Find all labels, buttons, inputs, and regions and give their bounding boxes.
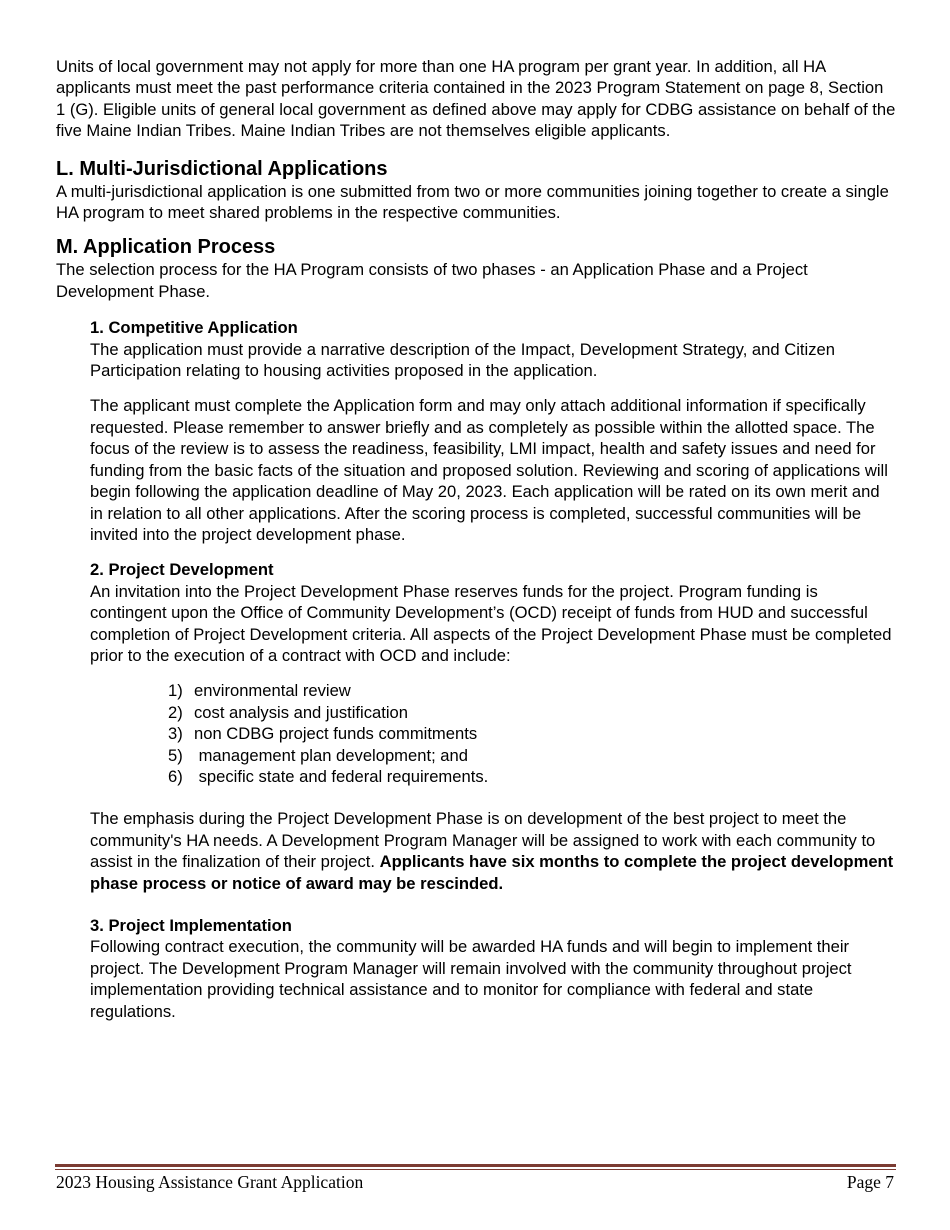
document-page xyxy=(56,56,896,1022)
section-m-heading: M. Application Process xyxy=(56,236,276,259)
section-m-subsections xyxy=(90,317,896,666)
list-item-number: 5) xyxy=(168,745,183,765)
project-development-heading: 2. Project Development xyxy=(90,560,274,580)
footer-title: 2023 Housing Assistance Grant Application xyxy=(56,1172,364,1192)
competitive-application-heading: 1. Competitive Application xyxy=(90,318,298,338)
section-l-paragraph: A multi-jurisdictional application is one submitted from two or more communities joining together to create a single HA program to meet shared problems in the respective communities. xyxy=(56,181,889,223)
project-implementation-heading: 3. Project Implementation xyxy=(90,916,292,935)
list-item-text: management plan development; and xyxy=(194,745,468,765)
list-item-number: 1) xyxy=(168,681,183,701)
competitive-application-paragraph-2: The applicant must complete the Application form and may only attach additional information if specifically requested. Please remember to answer briefly and as completely as possible within the allotted space. The focus of the review is to assess the readiness, feasibility, LMI impact, health and safety issues and need for funding from the basic facts of the situation and proposed solution. Reviewing and scoring of applications will begin following the application deadline of May 20, 2023. Each application will be rated on its own merit and in relation to all other applications. After the scoring process is completed, successful communities will be invited into the project development phase. xyxy=(90,396,888,544)
project-development-emphasis-paragraph xyxy=(90,808,896,894)
page-number: Page 7 xyxy=(846,1172,894,1192)
list-item-number: 3) xyxy=(168,724,183,744)
list-item-text: non CDBG project funds commitments xyxy=(194,724,478,744)
footer-divider-thin xyxy=(55,1169,896,1170)
emphasis-bold-text: Applicants have six months to complete the project development phase process or notice of award may be rescinded. xyxy=(90,852,894,893)
project-development-paragraph: An invitation into the Project Development Phase reserves funds for the project. Program funding is contingent upon the Office of Community Development’s (OCD) receipt of funds from HUD and successful completion of Project Development criteria. All aspects of the Project Development Phase must be completed prior to the execution of a contract with OCD and include: xyxy=(90,581,892,665)
intro-paragraph: Units of local government may not apply for more than one HA program per grant year. In addition, all HA applicants must meet the past performance criteria contained in the 2023 Program Statement on page 8, Section 1 (G). Eligible units of general local government as defined above may apply for CDBG assistance on behalf of the five Maine Indian Tribes. Maine Indian Tribes are not themselves eligible applicants. xyxy=(56,57,896,141)
footer-divider-thick xyxy=(55,1164,896,1167)
project-development-list xyxy=(56,680,896,787)
list-item xyxy=(168,723,896,744)
list-item-text: cost analysis and justification xyxy=(194,702,408,722)
list-item-text: specific state and federal requirements. xyxy=(194,766,489,786)
section-l-heading: L. Multi-Jurisdictional Applications xyxy=(56,157,388,180)
project-implementation-paragraph: Following contract execution, the community will be awarded HA funds and will begin to implement their project. The Development Program Manager will remain involved with the community throughout project implementation providing technical assistance and to monitor for compliance with federal and state regulations. xyxy=(90,937,852,1021)
list-item-text: environmental review xyxy=(194,681,351,701)
page-footer xyxy=(56,1172,894,1193)
list-item xyxy=(168,766,896,787)
list-item xyxy=(168,702,896,723)
footer-divider xyxy=(55,1164,896,1170)
section-m-subsections-continued xyxy=(90,808,896,1022)
section-m-paragraph: The selection process for the HA Program consists of two phases - an Application Phase and a Project Development Phase. xyxy=(56,260,808,301)
list-item-number: 6) xyxy=(168,766,183,786)
list-item xyxy=(168,680,896,701)
list-item xyxy=(168,745,896,766)
emphasis-text: The emphasis during the Project Development Phase is on development of the best project to meet the community's HA needs. A Development Program Manager will be assigned to work with each community to assist in the finalization of their project. xyxy=(90,809,876,872)
list-item-number: 2) xyxy=(168,702,183,722)
competitive-application-paragraph-1: The application must provide a narrative description of the Impact, Development Strategy, and Citizen Participation relating to housing activities proposed in the application. xyxy=(90,339,835,381)
